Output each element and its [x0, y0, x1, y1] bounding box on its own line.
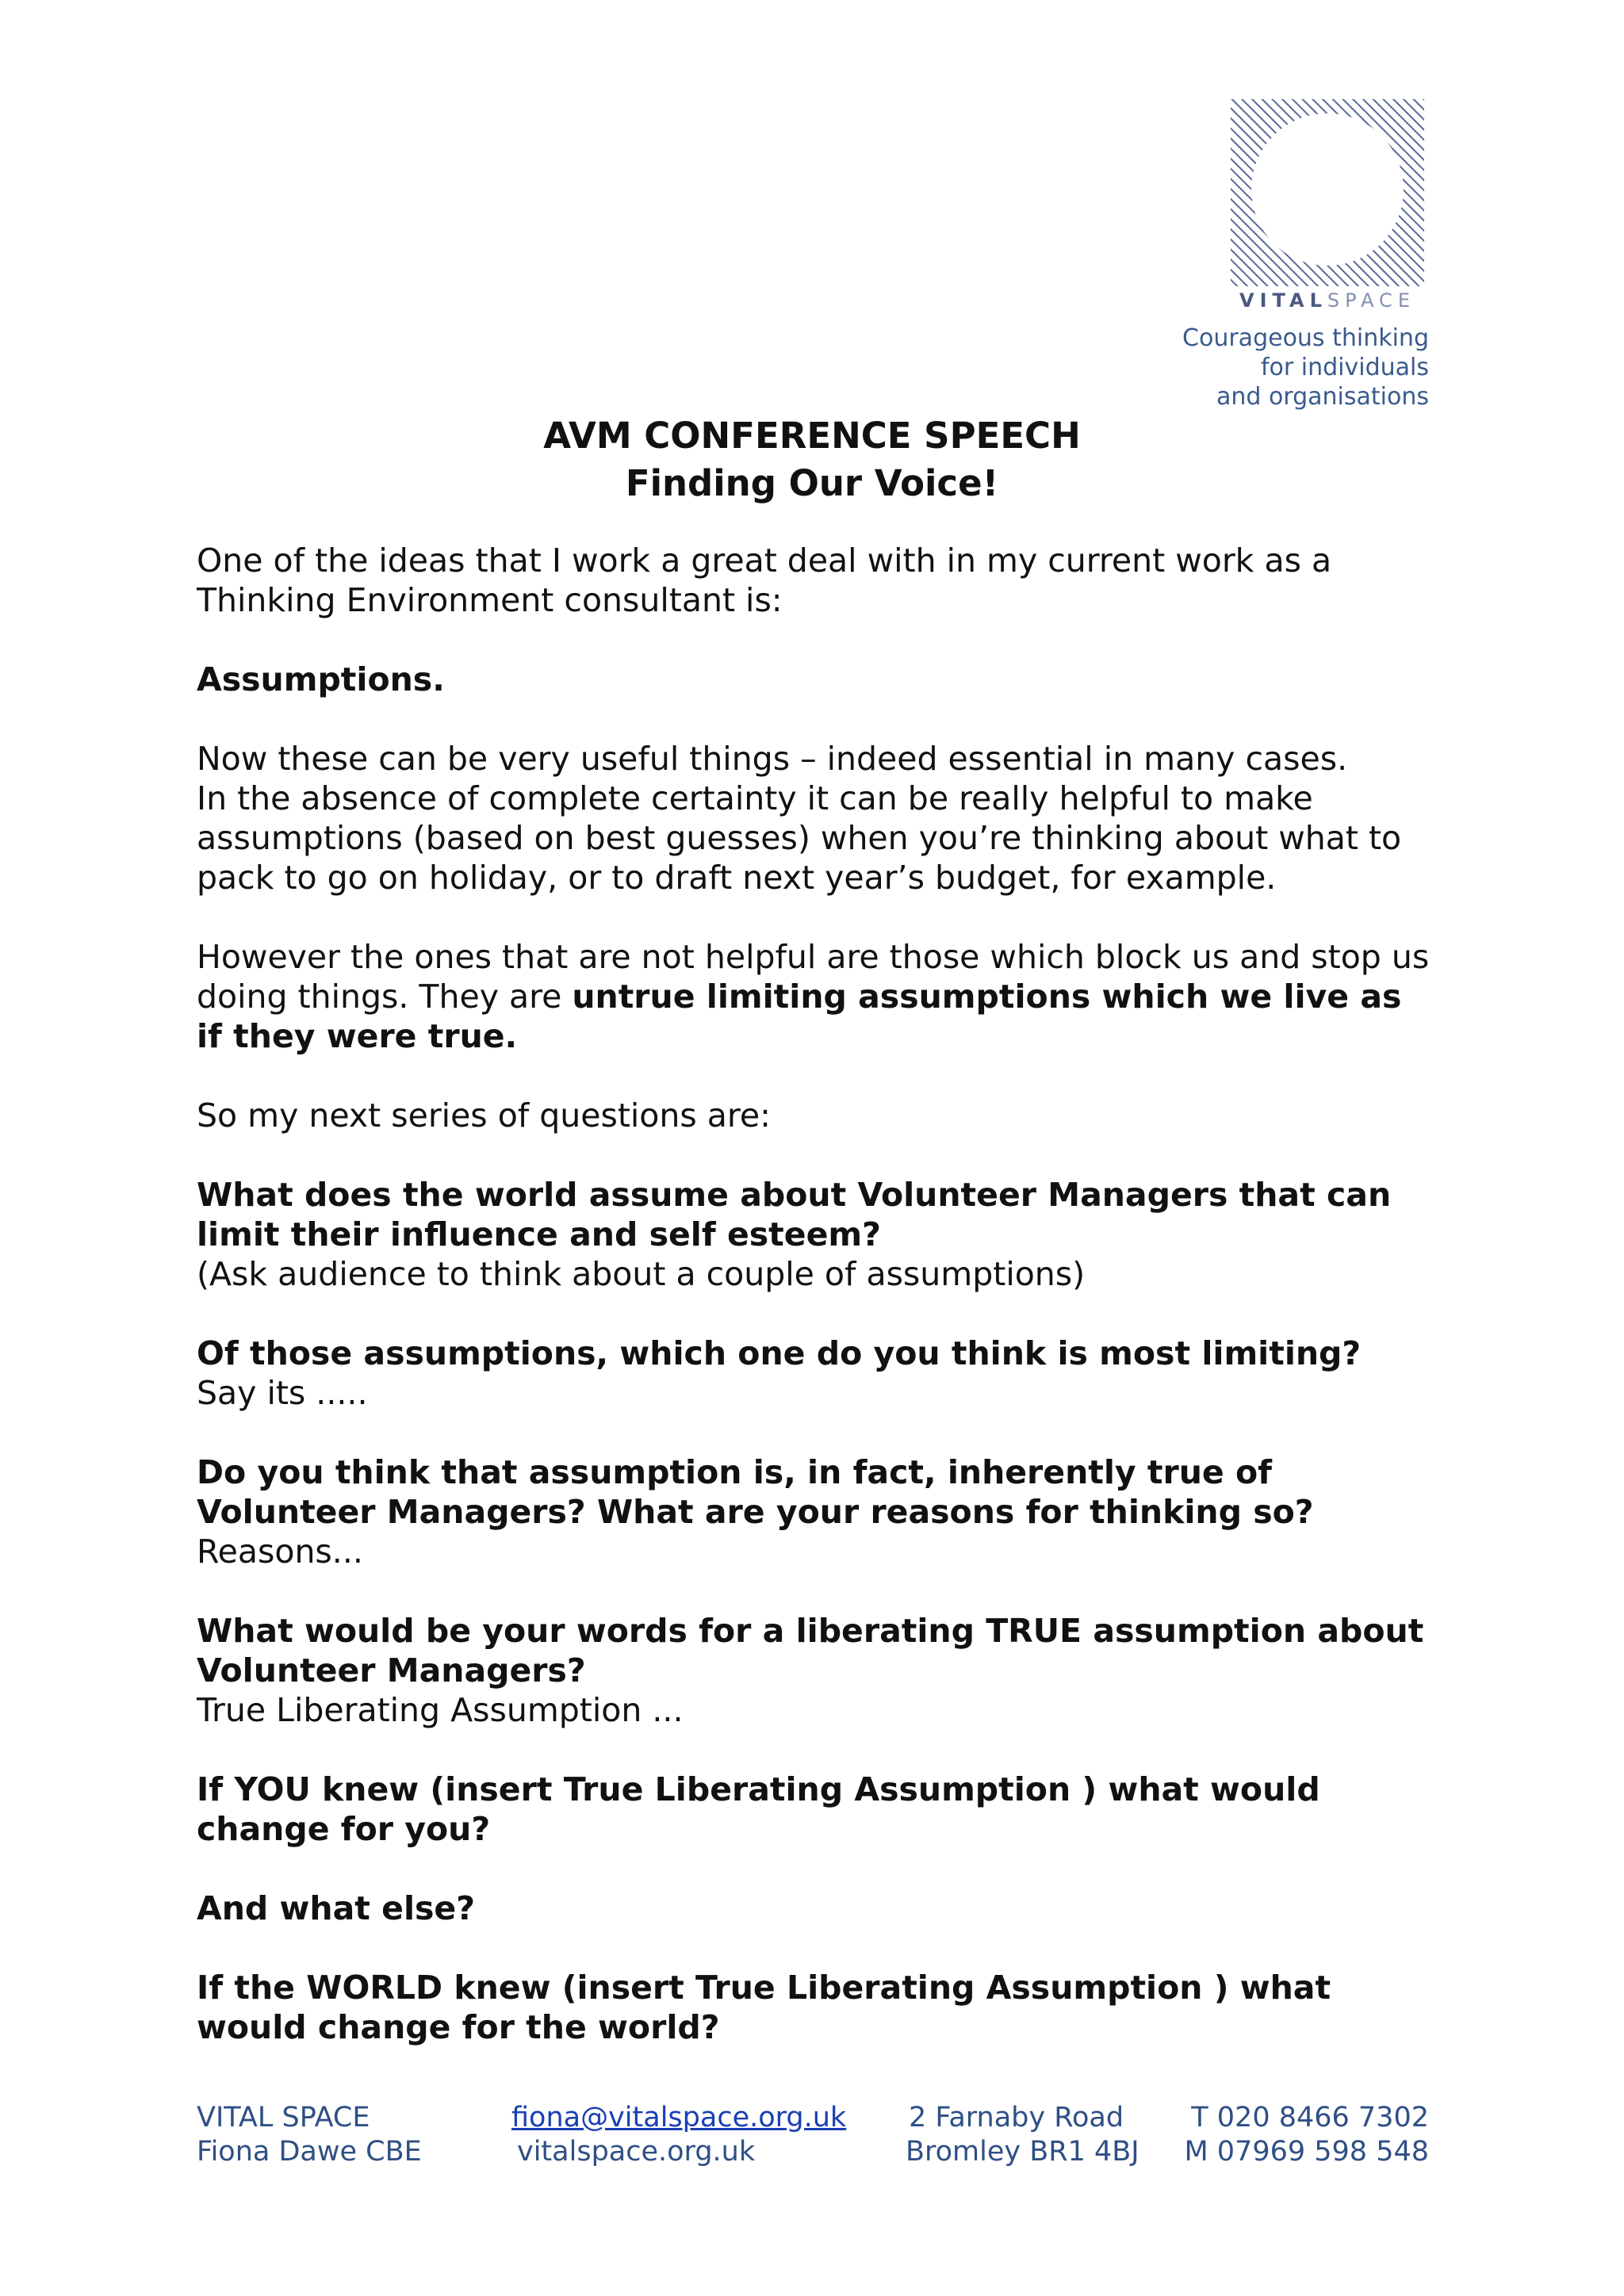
footer-phone: T 020 8466 7302 — [1191, 2102, 1429, 2133]
question-2-text: Of those assumptions, which one do you think is most limiting? — [197, 1334, 1362, 1372]
tagline-line-2: for individuals — [1260, 354, 1429, 381]
speech-body — [197, 541, 1434, 2087]
tagline-line-3: and organisations — [1216, 383, 1429, 411]
footer-org: VITAL SPACE — [197, 2102, 370, 2133]
useful-line-2: In the absence of complete certainty it can be really helpful to make assumptions (based on best guesses) when you’re thinking about what to pack to go on holiday, or to draft next year’s budget, for example. — [197, 779, 1402, 897]
tagline-line-1: Courageous thinking — [1182, 324, 1429, 352]
logo-wordmark — [1231, 289, 1424, 312]
however-text: However the ones that are not helpful are those which block us and stop us doing things. They are — [197, 938, 1430, 1016]
question-7: If the WORLD knew (insert True Liberating Assumption ) what would change for the world? — [197, 1969, 1331, 2046]
series-paragraph: So my next series of questions are: — [197, 1096, 771, 1135]
useful-paragraph — [197, 739, 1434, 897]
intro-paragraph: One of the ideas that I work a great deal with in my current work as a Thinking Environment consultant is: — [197, 541, 1332, 619]
footer-row-2 — [197, 2135, 1429, 2169]
question-3 — [197, 1452, 1434, 1571]
question-1-note: (Ask audience to think about a couple of assumptions) — [197, 1255, 1086, 1293]
question-4-text: What would be your words for a liberating TRUE assumption about Volunteer Managers? — [197, 1612, 1424, 1689]
question-4 — [197, 1611, 1434, 1730]
question-6: And what else? — [197, 1889, 476, 1927]
footer-row-1 — [197, 2101, 1429, 2135]
useful-line-1: Now these can be very useful things – indeed essential in many cases. — [197, 740, 1348, 778]
question-3-note: Reasons... — [197, 1533, 363, 1571]
page-title: AVM CONFERENCE SPEECH — [543, 415, 1081, 457]
question-2 — [197, 1334, 1434, 1413]
question-2-note: Say its ..... — [197, 1374, 368, 1412]
footer-name: Fiona Dawe CBE — [197, 2136, 422, 2168]
footer-address-line-1: 2 Farnaby Road — [909, 2102, 1124, 2133]
footer-website: vitalspace.org.uk — [517, 2136, 756, 2168]
logo-word-space: SPACE — [1327, 289, 1415, 312]
vitalspace-logo-icon — [1231, 99, 1424, 286]
footer-address-line-2: Bromley BR1 4BJ — [906, 2136, 1139, 2168]
logo-word-vital: VITAL — [1239, 289, 1327, 312]
however-paragraph — [197, 937, 1434, 1056]
question-5: If YOU knew (insert True Liberating Assumption ) what would change for you? — [197, 1770, 1320, 1848]
footer — [197, 2101, 1429, 2169]
question-1 — [197, 1175, 1434, 1294]
question-3-text: Do you think that assumption is, in fact, inherently true of Volunteer Managers? What are your reasons for thinking so? — [197, 1453, 1314, 1531]
however-bold-text: untrue limiting assumptions which we live as if they were true. — [197, 978, 1402, 1055]
footer-mobile: M 07969 598 548 — [1184, 2136, 1429, 2168]
question-4-note: True Liberating Assumption ... — [197, 1691, 684, 1729]
question-1-text: What does the world assume about Volunteer Managers that can limit their influence and self esteem? — [197, 1176, 1392, 1253]
title-block — [0, 412, 1624, 507]
assumptions-heading: Assumptions. — [197, 660, 445, 698]
footer-email-link[interactable]: fiona@vitalspace.org.uk — [511, 2102, 847, 2133]
page-subtitle: Finding Our Voice! — [625, 462, 999, 504]
tagline — [1182, 323, 1429, 411]
